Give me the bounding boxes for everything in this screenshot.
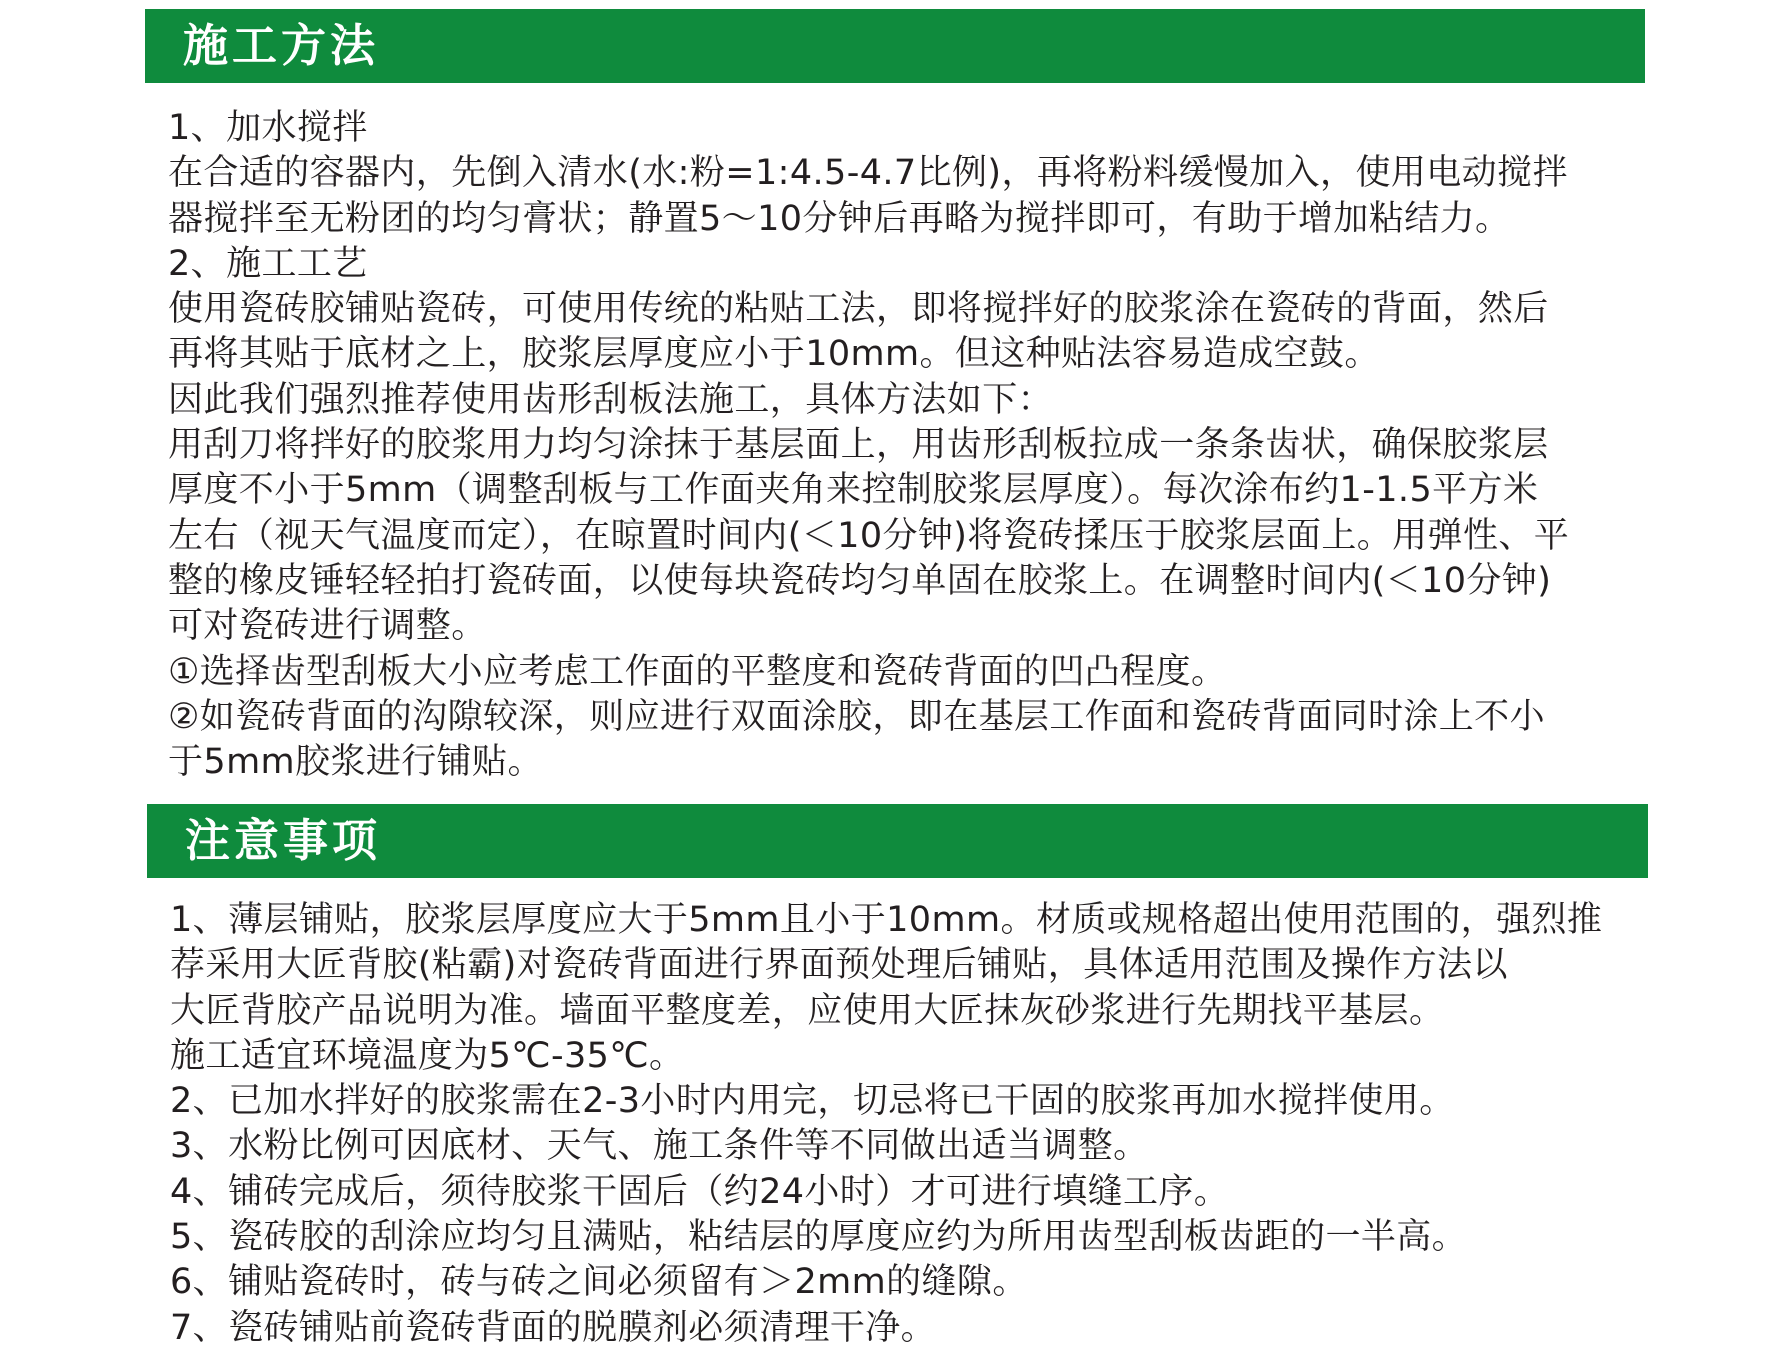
text-line: 用刮刀将拌好的胶浆用力均匀涂抹于基层面上，用齿形刮板拉成一条条齿状，确保胶浆层 bbox=[168, 425, 1549, 466]
text-line: 再将其贴于底材之上，胶浆层厚度应小于10mm。但这种贴法容易造成空鼓。 bbox=[168, 334, 1380, 375]
text-line: ②如瓷砖背面的沟隙较深，则应进行双面涂胶，即在基层工作面和瓷砖背面同时涂上不小 bbox=[168, 696, 1545, 737]
text-line: 3、水粉比例可因底材、天气、施工条件等不同做出适当调整。 bbox=[170, 1126, 1149, 1167]
text-line: 1、薄层铺贴，胶浆层厚度应大于5mm且小于10mm。材质或规格超出使用范围的，强烈推 bbox=[170, 900, 1603, 940]
text-line: 1、加水搅拌 bbox=[168, 108, 368, 148]
text-line: 左右（视天气温度而定），在晾置时间内(＜10分钟)将瓷砖揉压于胶浆层面上。用弹性、平 bbox=[168, 515, 1570, 556]
section-title: 施工方法 bbox=[183, 19, 380, 72]
text-line: 2、施工工艺 bbox=[168, 243, 368, 284]
text-line: 荐采用大匠背胶(粘霸)对瓷砖背面进行界面预处理后铺贴，具体适用范围及操作方法以 bbox=[170, 945, 1508, 986]
text-line: 4、铺砖完成后，须待胶浆干固后（约24小时）才可进行填缝工序。 bbox=[170, 1171, 1230, 1212]
text-line: ①选择齿型刮板大小应考虑工作面的平整度和瓷砖背面的凹凸程度。 bbox=[168, 651, 1227, 692]
text-line: 厚度不小于5mm（调整刮板与工作面夹角来控制胶浆层厚度）。每次涂布约1-1.5平方米 bbox=[168, 470, 1539, 511]
text-line: 7、瓷砖铺贴前瓷砖背面的脱膜剂必须清理干净。 bbox=[170, 1307, 937, 1348]
text-line: 器搅拌至无粉团的均匀膏状；静置5～10分钟后再略为搅拌即可，有助于增加粘结力。 bbox=[168, 198, 1511, 239]
text-line: 2、已加水拌好的胶浆需在2-3小时内用完，切忌将已干固的胶浆再加水搅拌使用。 bbox=[170, 1081, 1455, 1122]
text-line: 在合适的容器内，先倒入清水(水:粉=1:4.5-4.7比例)，再将粉料缓慢加入，使用电动搅拌 bbox=[168, 153, 1568, 194]
text-line: 整的橡皮锤轻轻拍打瓷砖面，以使每块瓷砖均匀单固在胶浆上。在调整时间内(＜10分钟) bbox=[168, 560, 1552, 601]
text-line: 6、铺贴瓷砖时，砖与砖之间必须留有＞2mm的缝隙。 bbox=[170, 1262, 1028, 1303]
text-line: 于5mm胶浆进行铺贴。 bbox=[168, 742, 543, 783]
precautions-body bbox=[170, 898, 1650, 1351]
text-line: 5、瓷砖胶的刮涂应均匀且满贴，粘结层的厚度应约为所用齿型刮板齿距的一半高。 bbox=[170, 1217, 1468, 1258]
text-line: 使用瓷砖胶铺贴瓷砖，可使用传统的粘贴工法，即将搅拌好的胶浆涂在瓷砖的背面，然后 bbox=[168, 289, 1549, 330]
construction-method-body bbox=[168, 106, 1648, 785]
section-title: 注意事项 bbox=[185, 814, 382, 867]
text-line: 大匠背胶产品说明为准。墙面平整度差，应使用大匠抹灰砂浆进行先期找平基层。 bbox=[170, 990, 1445, 1031]
section-header-precautions bbox=[147, 804, 1648, 878]
text-line: 施工适宜环境温度为5℃-35℃。 bbox=[170, 1035, 685, 1076]
text-line: 可对瓷砖进行调整。 bbox=[168, 606, 487, 647]
section-header-construction-method bbox=[145, 9, 1645, 83]
text-line: 因此我们强烈推荐使用齿形刮板法施工，具体方法如下： bbox=[168, 379, 1054, 420]
